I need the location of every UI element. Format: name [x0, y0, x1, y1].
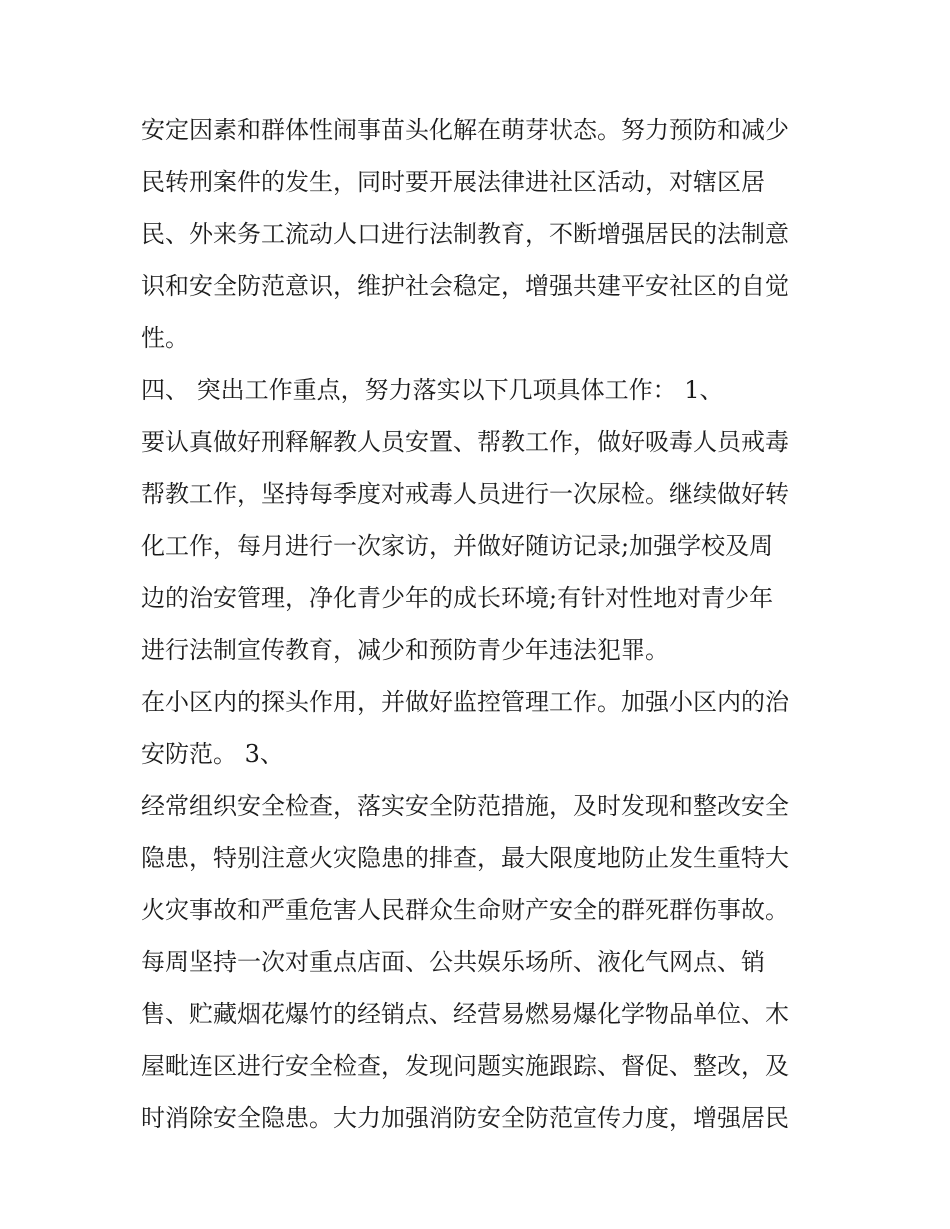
- text-line: 民、外来务工流动人口进行法制教育，不断增强居民的法制意: [141, 220, 789, 248]
- text-line: 每周坚持一次对重点店面、公共娱乐场所、液化气网点、销: [141, 948, 765, 976]
- text-line: 化工作，每月进行一次家访，并做好随访记录;加强学校及周: [141, 532, 774, 560]
- section-heading-line: 四、 突出工作重点，努力落实以下几项具体工作： 1、: [141, 376, 724, 404]
- text-line: 性。: [141, 324, 189, 352]
- text-line: 隐患，特别注意火灾隐患的排查，最大限度地防止发生重特大: [141, 844, 789, 872]
- text-line: 进行法制宣传教育，减少和预防青少年违法犯罪。: [141, 636, 669, 664]
- text-line: 时消除安全隐患。大力加强消防安全防范宣传力度，增强居民: [141, 1104, 789, 1132]
- text-line: 火灾事故和严重危害人民群众生命财产安全的群死群伤事故。: [141, 896, 789, 924]
- text-line: 识和安全防范意识，维护社会稳定，增强共建平安社区的自觉: [141, 272, 789, 300]
- text-line: 屋毗连区进行安全检查，发现问题实施跟踪、督促、整改，及: [141, 1052, 789, 1080]
- text-line: 安防范。 3、: [141, 740, 284, 768]
- text-line: 在小区内的探头作用，并做好监控管理工作。加强小区内的治: [141, 688, 789, 716]
- body-text: [141, 104, 821, 1144]
- text-line: 帮教工作，坚持每季度对戒毒人员进行一次尿检。继续做好转: [141, 480, 789, 508]
- text-line: 民转刑案件的发生，同时要开展法律进社区活动，对辖区居: [141, 168, 765, 196]
- text-line: 经常组织安全检查，落实安全防范措施，及时发现和整改安全: [141, 792, 789, 820]
- text-line: 安定因素和群体性闹事苗头化解在萌芽状态。努力预防和减少: [141, 116, 789, 144]
- text-line: 边的治安管理，净化青少年的成长环境;有针对性地对青少年: [141, 584, 774, 612]
- text-line: 售、贮藏烟花爆竹的经销点、经营易燃易爆化学物品单位、木: [141, 1000, 789, 1028]
- text-line: 要认真做好刑释解教人员安置、帮教工作，做好吸毒人员戒毒: [141, 428, 789, 456]
